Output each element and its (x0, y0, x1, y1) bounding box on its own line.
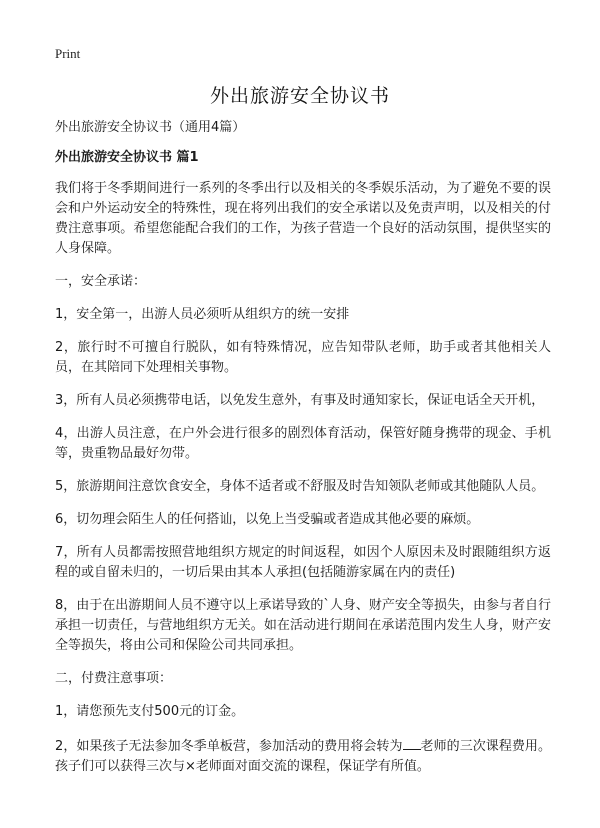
part-heading-payment: 二，付费注意事项： (55, 671, 173, 686)
payment-item-2-start: 2，如果孩子无法参加冬季单板营，参加活动的费用将会转为 (55, 739, 403, 754)
payment-item-2-end: 老师的三次课程费用。孩子们可以获得三次与×老师面对面交流的课程，保证学有所值。 (55, 739, 551, 774)
safety-item-3: 3，所有人员必须携带电话，以免发生意外，有事及时通知家长，保证电话全天开机， (55, 393, 545, 408)
safety-item-1: 1，安全第一，出游人员必须听从组织方的统一安排 (55, 307, 350, 322)
safety-item-7: 7，所有人员都需按照营地组织方规定的时间返程，如因个人原因未及时跟随组织方返程的或自留未归的，一切后果由其本人承担(包括随游家属在内的责任) (55, 545, 551, 580)
part-heading-safety: 一，安全承诺： (55, 274, 147, 289)
fill-in-blank (403, 735, 421, 750)
intro-paragraph: 我们将于冬季期间进行一系列的冬季出行以及相关的冬季娱乐活动，为了避免不要的误会和户外运动安全的特殊性，现在将列出我们的安全承诺以及免责声明，以及相关的付费注意事项。希望您能配合我们的工作，为孩子营造一个良好的活动氛围，提供坚实的人身保障。 (55, 181, 551, 256)
safety-item-2: 2，旅行时不可擅自行脱队，如有特殊情况，应告知带队老师，助手或者其他相关人员，在其陪同下处理相关事物。 (55, 340, 551, 375)
print-link[interactable]: Print (55, 46, 81, 61)
safety-item-8: 8，由于在出游期间人员不遵守以上承诺导致的`人身、财产安全等损失，由参与者自行承担一切责任，与营地组织方无关。如在活动进行期间在承诺范围内发生人身，财产安全等损失，将由公司和保险公司共同承担。 (55, 598, 551, 653)
page-title: 外出旅游安全协议书 (209, 85, 390, 107)
safety-item-4: 4，出游人员注意，在户外会进行很多的剧烈体育活动，保管好随身携带的现金、手机等，贵重物品最好勿带。 (55, 426, 551, 461)
payment-item-2 (55, 735, 551, 777)
document-subtitle: 外出旅游安全协议书（通用4篇） (55, 120, 246, 135)
safety-item-5: 5，旅游期间注意饮食安全，身体不适者或不舒服及时告知领队老师或其他随队人员。 (55, 479, 545, 494)
document-body (55, 118, 551, 790)
safety-item-6: 6，切勿理会陌生人的任何搭讪，以免上当受骗或者造成其他必要的麻烦。 (55, 512, 480, 527)
payment-item-1: 1，请您预先支付500元的订金。 (55, 704, 245, 719)
section-heading: 外出旅游安全协议书 篇1 (55, 150, 199, 165)
